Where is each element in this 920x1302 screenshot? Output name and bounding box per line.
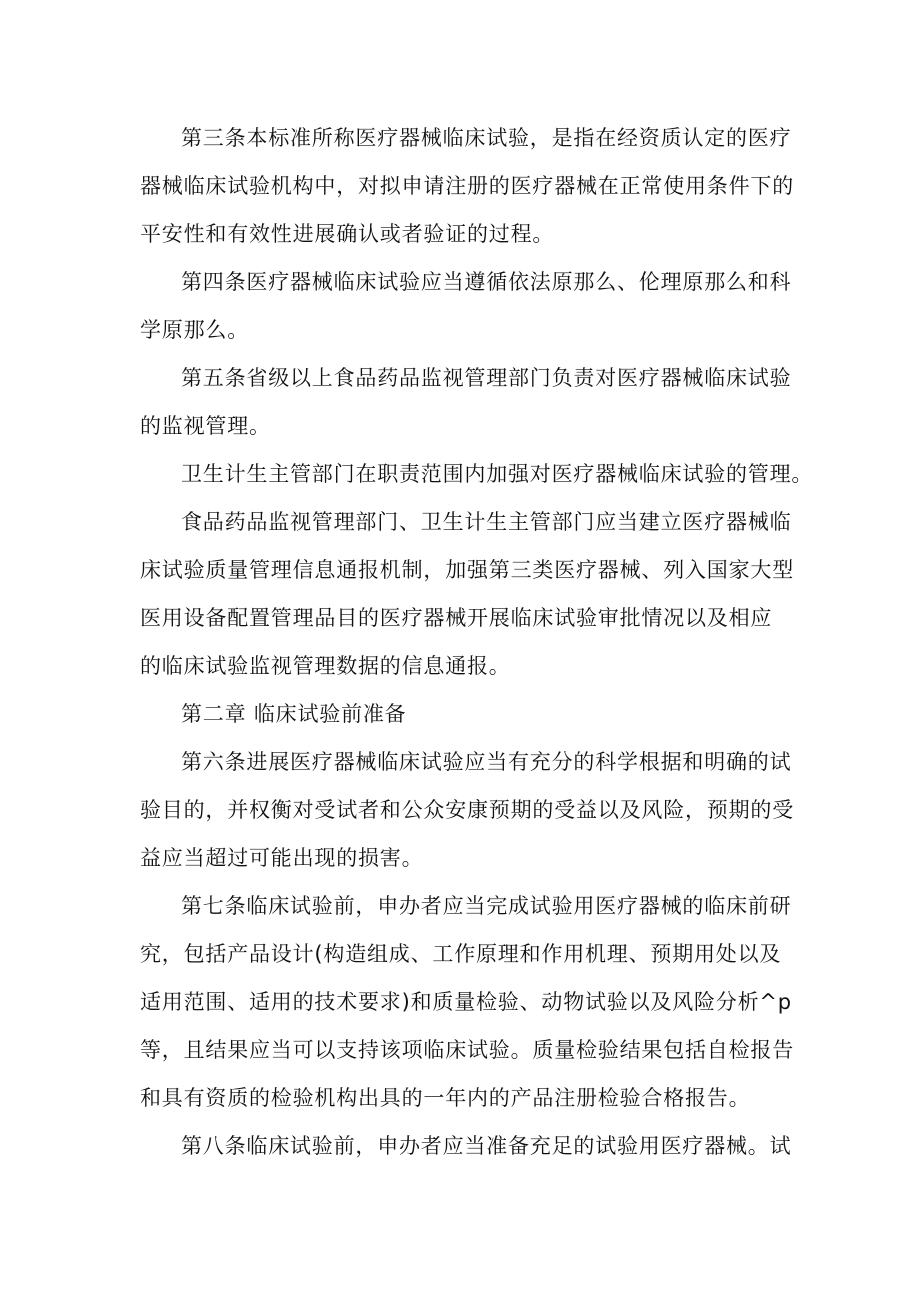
text-line: 学原那么。 — [140, 318, 249, 342]
chapter-heading: 第二章 临床试验前准备 — [181, 702, 407, 726]
text-line: 的临床试验监视管理数据的信息通报。 — [140, 654, 511, 678]
text-line: 器械临床试验机构中，对拟申请注册的医疗器械在正常使用条件下的 — [140, 174, 794, 198]
text-line: 食品药品监视管理部门、卫生计生主管部门应当建立医疗器械临 — [181, 510, 792, 534]
text-line: 的监视管理。 — [140, 414, 271, 438]
text-line: 和具有资质的检验机构出具的一年内的产品注册检验合格报告。 — [140, 1086, 751, 1110]
text-line: 究，包括产品设计(构造组成、工作原理和作用机理、预期用处以及 — [140, 942, 782, 966]
text-line: 床试验质量管理信息通报机制，加强第三类医疗器械、列入国家大型 — [140, 558, 794, 582]
text-line: 第八条临床试验前，申办者应当准备充足的试验用医疗器械。试 — [181, 1134, 792, 1158]
text-line: 平安性和有效性进展确认或者验证的过程。 — [140, 222, 555, 246]
text-line: 益应当超过可能出现的损害。 — [140, 846, 424, 870]
text-line: 第五条省级以上食品药品监视管理部门负责对医疗器械临床试验 — [181, 366, 792, 390]
text-line: 适用范围、适用的技术要求)和质量检验、动物试验以及风险分析^p — [140, 990, 792, 1014]
text-line: 第三条本标准所称医疗器械临床试验，是指在经资质认定的医疗 — [181, 126, 792, 150]
text-line: 第七条临床试验前，申办者应当完成试验用医疗器械的临床前研 — [181, 894, 792, 918]
text-line: 卫生计生主管部门在职责范围内加强对医疗器械临床试验的管理。 — [181, 462, 814, 486]
text-line: 医用设备配置管理品目的医疗器械开展临床试验审批情况以及相应 — [140, 606, 773, 630]
text-line: 验目的，并权衡对受试者和公众安康预期的受益以及风险，预期的受 — [140, 798, 794, 822]
text-line: 第六条进展医疗器械临床试验应当有充分的科学根据和明确的试 — [181, 750, 792, 774]
text-line: 第四条医疗器械临床试验应当遵循依法原那么、伦理原那么和科 — [181, 270, 792, 294]
text-line: 等，且结果应当可以支持该项临床试验。质量检验结果包括自检报告 — [140, 1038, 794, 1062]
